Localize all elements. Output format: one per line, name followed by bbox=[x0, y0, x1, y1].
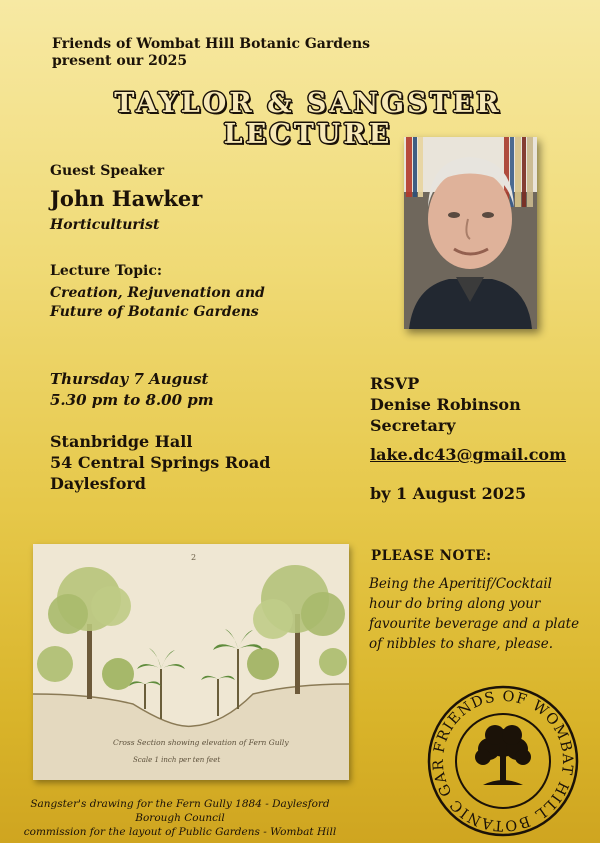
rsvp-email-wrap bbox=[370, 444, 566, 465]
please-note-heading: PLEASE NOTE: bbox=[371, 548, 492, 564]
note-line-1: Being the Aperitif/Cocktail bbox=[369, 576, 553, 592]
speaker-photo bbox=[404, 137, 537, 329]
lecture-topic-label: Lecture Topic: bbox=[50, 263, 163, 279]
fern-gully-drawing bbox=[33, 544, 349, 780]
rsvp-block bbox=[370, 373, 521, 436]
topic-line-1: Creation, Rejuvenation and bbox=[50, 285, 265, 301]
rsvp-label: RSVP bbox=[370, 374, 420, 393]
venue-line-1: Stanbridge Hall bbox=[50, 432, 193, 451]
speaker-name: John Hawker bbox=[50, 186, 203, 211]
rsvp-name: Denise Robinson bbox=[370, 395, 521, 414]
drawing-caption bbox=[10, 797, 350, 839]
lecture-title: TAYLOR & SANGSTER LECTURE bbox=[114, 88, 502, 150]
speaker-portrait-illustration bbox=[404, 137, 537, 329]
seal-text: FRIENDS OF WOMBAT HILL BOTANIC GAR bbox=[430, 688, 576, 834]
header bbox=[52, 36, 370, 70]
please-note-text bbox=[369, 574, 595, 654]
note-line-3: favourite beverage and a plate bbox=[369, 616, 580, 632]
note-line-4: of nibbles to share, please. bbox=[369, 636, 553, 652]
rsvp-title: Secretary bbox=[370, 416, 456, 435]
drawing-inscription-2: Scale 1 inch per ten feet bbox=[133, 756, 221, 764]
topic-line-2: Future of Botanic Gardens bbox=[50, 304, 259, 320]
seal-graphic bbox=[425, 683, 581, 839]
lecture-topic bbox=[50, 284, 265, 322]
caption-line-1: Sangster's drawing for the Fern Gully 1884 - Daylesford Borough Council bbox=[30, 798, 330, 824]
header-line-1: Friends of Wombat Hill Botanic Gardens bbox=[52, 36, 371, 52]
rsvp-email-link[interactable]: lake.dc43@gmail.com bbox=[370, 445, 567, 464]
event-datetime bbox=[50, 369, 214, 411]
drawing-inscription-1: Cross Section showing elevation of Fern Gully bbox=[113, 738, 289, 747]
rsvp-deadline: by 1 August 2025 bbox=[370, 484, 527, 503]
header-line-2: present our 2025 bbox=[52, 53, 188, 69]
friends-seal-logo bbox=[425, 683, 581, 839]
venue-line-2: 54 Central Springs Road bbox=[50, 453, 271, 472]
venue bbox=[50, 431, 270, 494]
note-line-2: hour do bring along your bbox=[369, 596, 541, 612]
caption-line-2: commission for the layout of Public Gardens - Wombat Hill bbox=[23, 826, 337, 838]
speaker-role: Horticulturist bbox=[50, 217, 160, 233]
event-date: Thursday 7 August bbox=[50, 370, 209, 388]
guest-speaker-label: Guest Speaker bbox=[50, 163, 165, 179]
venue-line-3: Daylesford bbox=[50, 474, 146, 493]
fern-gully-sketch bbox=[33, 544, 349, 780]
event-time: 5.30 pm to 8.00 pm bbox=[50, 391, 214, 409]
drawing-page-number: 2 bbox=[191, 553, 197, 562]
